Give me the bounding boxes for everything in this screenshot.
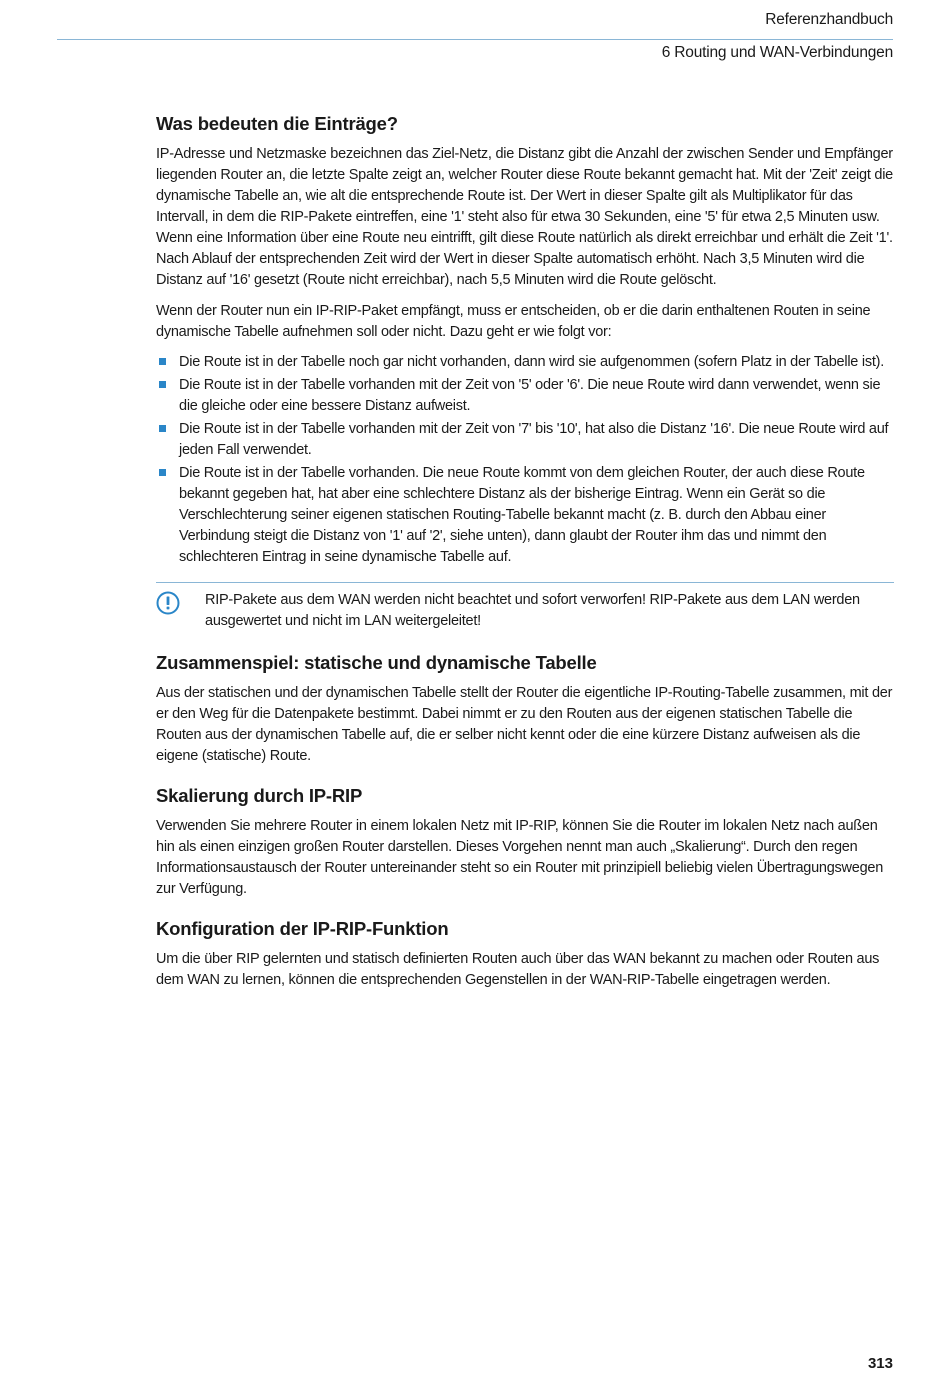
- list-item-text: Die Route ist in der Tabelle vorhanden mit der Zeit von '5' oder '6'. Die neue Route wird dann verwendet, wenn sie die gleiche oder eine bessere Distanz aufweist.: [179, 377, 881, 414]
- section-eintraege: [156, 111, 894, 568]
- paragraph: Um die über RIP gelernten und statisch definierten Routen auch über das WAN bekannt zu machen oder Routen aus dem WAN zu lernen, können die entsprechenden Gegenstellen in der WAN-RIP-Tabelle eingetragen werden.: [156, 951, 880, 988]
- list-item: [156, 419, 894, 461]
- section-konfiguration: [156, 916, 894, 991]
- paragraph: Wenn der Router nun ein IP-RIP-Paket empfängt, muss er entscheiden, ob er die darin enthaltenen Routen in seine dynamische Tabelle aufnehmen soll oder nicht. Dazu geht er wie folgt vor:: [156, 303, 871, 340]
- bullet-list: [156, 352, 894, 568]
- page-number: 313: [867, 1355, 893, 1372]
- warning-icon: [156, 591, 180, 615]
- section-heading: Zusammenspiel: statische und dynamische Tabelle: [156, 652, 597, 673]
- section-skalierung: [156, 783, 894, 900]
- square-bullet-icon: [159, 358, 166, 365]
- list-item: [156, 375, 894, 417]
- section-zusammenspiel: [156, 650, 894, 767]
- header-divider: [57, 39, 893, 40]
- list-item-text: Die Route ist in der Tabelle vorhanden mit der Zeit von '7' bis '10', hat also die Distanz '16'. Die neue Route wird auf jeden Fall verwendet.: [179, 421, 889, 458]
- section-heading: Konfiguration der IP-RIP-Funktion: [156, 918, 449, 939]
- list-item-text: Die Route ist in der Tabelle noch gar nicht vorhanden, dann wird sie aufgenommen (sofern Platz in der Tabelle ist).: [179, 354, 884, 370]
- list-item-text: Die Route ist in der Tabelle vorhanden. Die neue Route kommt von dem gleichen Router, der auch diese Route bekannt gegeben hat, hat aber eine schlechtere Distanz als der bisherige Eintrag. Wenn ein Gerät so die Verschlechterung seiner eigenen statischen Routing-Tabelle bekannt macht (z. B. durch den Abbau einer Verbindung steigt die Distanz von '1' auf '2', siehe unten), dann glaubt der Router ihm das und nimmt den schlechteren Eintrag in seine dynamische Tabelle auf.: [179, 465, 865, 565]
- warning-note: [156, 582, 894, 634]
- square-bullet-icon: [159, 469, 166, 476]
- paragraph: IP-Adresse und Netzmaske bezeichnen das Ziel-Netz, die Distanz gibt die Anzahl der zwischen Sender und Empfänger liegenden Router an, die letzte Spalte zeigt an, welcher Router diese Route bekannt gemacht hat. Mit der 'Zeit' zeigt die dynamische Tabelle an, wie alt die entsprechende Route ist. Der Wert in dieser Spalte gilt als Multiplikator für das Intervall, in dem die RIP-Pakete eintreffen, eine '1' steht also für etwa 30 Sekunden, eine '5' für etwa 2,5 Minuten usw. Wenn eine Information über eine Route neu eintrifft, gilt diese Route natürlich als direkt erreichbar und erhält die Zeit '1'. Nach Ablauf der entsprechenden Zeit wird der Wert in dieser Spalte automatisch erhöht. Nach 3,5 Minuten wird die Distanz auf '16' gesetzt (Route nicht erreichbar), nach 5,5 Minuten wird die Route gelöscht.: [156, 146, 893, 288]
- list-item: [156, 463, 894, 568]
- page-content: [156, 111, 894, 991]
- paragraph: Verwenden Sie mehrere Router in einem lokalen Netz mit IP-RIP, können Sie die Router im lokalen Netz nach außen hin als einen einzigen großen Router darstellen. Dieses Vorgehen nennt man auch „Skalierung“. Durch den regen Informationsaustausch der Router untereinander steht so ein Router mit prinzipiell beliebig vielen Übertragungswegen zur Verfügung.: [156, 818, 884, 897]
- running-header-title: Referenzhandbuch: [765, 11, 893, 28]
- paragraph: Aus der statischen und der dynamischen Tabelle stellt der Router die eigentliche IP-Routing-Tabelle zusammen, mit der er den Weg für die Datenpakete bestimmt. Dabei nimmt er zu den Routen aus der eigenen statischen Tabelle die Routen aus der dynamischen Tabelle auf, die er selber nicht kennt oder die eine kürzere Distanz aufweisen als die eigene (statische) Route.: [156, 685, 893, 764]
- list-item: [156, 352, 894, 373]
- section-heading: Was bedeuten die Einträge?: [156, 113, 398, 134]
- square-bullet-icon: [159, 425, 166, 432]
- section-heading: Skalierung durch IP-RIP: [156, 785, 363, 806]
- square-bullet-icon: [159, 381, 166, 388]
- warning-note-text: RIP-Pakete aus dem WAN werden nicht beachtet und sofort verworfen! RIP-Pakete aus dem LAN werden ausgewertet und nicht im LAN weitergeleitet!: [205, 592, 860, 629]
- running-header-chapter: 6 Routing und WAN-Verbindungen: [661, 44, 893, 61]
